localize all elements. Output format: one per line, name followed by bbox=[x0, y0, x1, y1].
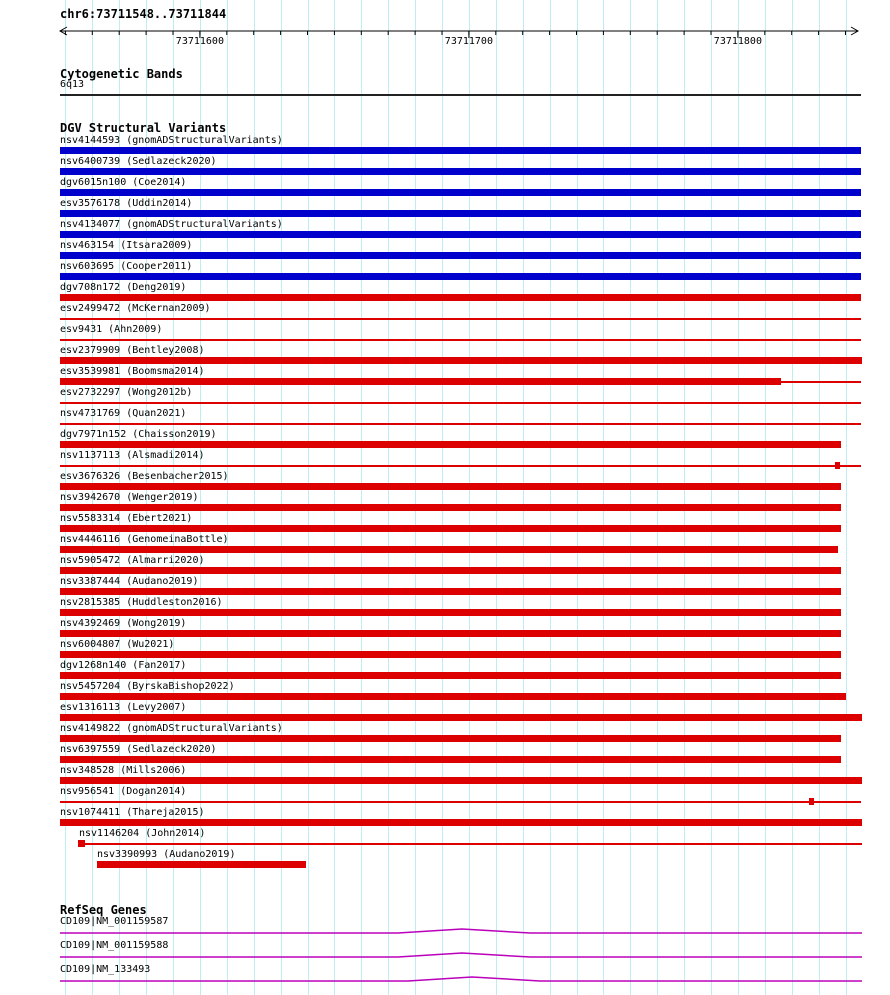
variant-row bbox=[0, 366, 890, 387]
variant-row bbox=[0, 429, 890, 450]
cytoband-bar[interactable] bbox=[60, 94, 861, 96]
variant-bar[interactable] bbox=[60, 672, 841, 679]
variant-row bbox=[0, 576, 890, 597]
variant-label[interactable]: dgv708n172 (Deng2019) bbox=[60, 282, 187, 293]
variant-label[interactable]: esv2499472 (McKernan2009) bbox=[60, 303, 211, 314]
variant-row bbox=[0, 450, 890, 471]
variant-label[interactable]: dgv1268n140 (Fan2017) bbox=[60, 660, 187, 671]
variant-label[interactable]: dgv6015n100 (Coe2014) bbox=[60, 177, 187, 188]
variant-bar[interactable] bbox=[60, 651, 841, 658]
variant-row bbox=[0, 702, 890, 723]
variant-row bbox=[0, 177, 890, 198]
variant-row bbox=[0, 282, 890, 303]
variant-row bbox=[0, 219, 890, 240]
variant-line[interactable] bbox=[60, 402, 861, 404]
variant-row bbox=[0, 681, 890, 702]
variant-bar[interactable] bbox=[60, 357, 862, 364]
gene-row bbox=[0, 940, 890, 964]
gene-line[interactable] bbox=[60, 951, 862, 961]
variant-row bbox=[0, 828, 890, 849]
variant-label[interactable]: nsv6004807 (Wu2021) bbox=[60, 639, 175, 650]
cytoband-label: 6q13 bbox=[60, 79, 85, 90]
variant-bar[interactable] bbox=[78, 840, 85, 847]
variant-bar[interactable] bbox=[60, 231, 861, 238]
variant-bar[interactable] bbox=[60, 483, 841, 490]
gene-label[interactable]: CD109|NM_133493 bbox=[60, 964, 151, 975]
variant-row bbox=[0, 786, 890, 807]
variant-label[interactable]: nsv4144593 (gnomADStructuralVariants) bbox=[60, 135, 283, 146]
variant-label[interactable]: nsv5583314 (Ebert2021) bbox=[60, 513, 193, 524]
variant-row bbox=[0, 849, 890, 870]
variant-line[interactable] bbox=[60, 318, 861, 320]
variant-bar[interactable] bbox=[60, 210, 861, 217]
gene-line[interactable] bbox=[60, 927, 862, 937]
variant-bar[interactable] bbox=[60, 567, 841, 574]
variant-label[interactable]: nsv4731769 (Quan2021) bbox=[60, 408, 187, 419]
variant-bar[interactable] bbox=[835, 462, 840, 469]
variant-row bbox=[0, 408, 890, 429]
variant-label[interactable]: nsv4149822 (gnomADStructuralVariants) bbox=[60, 723, 283, 734]
ruler-tick-label: 73711600 bbox=[175, 36, 224, 47]
variant-row bbox=[0, 660, 890, 681]
variant-row bbox=[0, 345, 890, 366]
variant-row bbox=[0, 807, 890, 828]
variant-bar[interactable] bbox=[60, 273, 861, 280]
variant-label[interactable]: nsv3942670 (Wenger2019) bbox=[60, 492, 199, 503]
variant-bar[interactable] bbox=[97, 861, 306, 868]
variant-label[interactable]: nsv4134077 (gnomADStructuralVariants) bbox=[60, 219, 283, 230]
ruler-tick-label: 73711700 bbox=[444, 36, 493, 47]
variant-row bbox=[0, 387, 890, 408]
variant-row bbox=[0, 765, 890, 786]
variant-row bbox=[0, 261, 890, 282]
variant-bar[interactable] bbox=[60, 378, 781, 385]
variant-row bbox=[0, 744, 890, 765]
variant-label[interactable]: nsv6397559 (Sedlazeck2020) bbox=[60, 744, 217, 755]
variant-label[interactable]: nsv956541 (Dogan2014) bbox=[60, 786, 187, 797]
variant-row bbox=[0, 303, 890, 324]
variant-row bbox=[0, 597, 890, 618]
variant-bar[interactable] bbox=[60, 777, 862, 784]
variant-bar[interactable] bbox=[60, 693, 846, 700]
variant-label[interactable]: nsv3387444 (Audano2019) bbox=[60, 576, 199, 587]
variant-line[interactable] bbox=[60, 339, 861, 341]
variant-label[interactable]: nsv4446116 (GenomeinaBottle) bbox=[60, 534, 229, 545]
variant-row bbox=[0, 639, 890, 660]
variant-bar[interactable] bbox=[60, 714, 862, 721]
variant-label[interactable]: esv1316113 (Levy2007) bbox=[60, 702, 187, 713]
gene-label[interactable]: CD109|NM_001159588 bbox=[60, 940, 169, 951]
variant-bar[interactable] bbox=[60, 609, 841, 616]
variant-line[interactable] bbox=[781, 381, 861, 383]
variant-bar[interactable] bbox=[809, 798, 814, 805]
variant-label[interactable]: nsv4392469 (Wong2019) bbox=[60, 618, 187, 629]
variant-label[interactable]: esv9431 (Ahn2009) bbox=[60, 324, 163, 335]
variant-row bbox=[0, 156, 890, 177]
variant-row bbox=[0, 723, 890, 744]
ruler-tick-label: 73711800 bbox=[713, 36, 762, 47]
variant-row bbox=[0, 534, 890, 555]
variant-label[interactable]: nsv3390993 (Audano2019) bbox=[97, 849, 236, 860]
variant-line[interactable] bbox=[60, 465, 861, 467]
variant-row bbox=[0, 513, 890, 534]
variant-label[interactable]: esv2379909 (Bentley2008) bbox=[60, 345, 205, 356]
variant-label[interactable]: nsv1137113 (Alsmadi2014) bbox=[60, 450, 205, 461]
variant-bar[interactable] bbox=[60, 525, 841, 532]
variant-label[interactable]: esv3676326 (Besenbacher2015) bbox=[60, 471, 229, 482]
variant-label[interactable]: nsv463154 (Itsara2009) bbox=[60, 240, 193, 251]
variant-row bbox=[0, 324, 890, 345]
variant-row bbox=[0, 618, 890, 639]
variant-bar[interactable] bbox=[60, 546, 838, 553]
variant-bar[interactable] bbox=[60, 630, 841, 637]
variant-bar[interactable] bbox=[60, 588, 841, 595]
variant-label[interactable]: esv3576178 (Uddin2014) bbox=[60, 198, 193, 209]
variant-bar[interactable] bbox=[60, 294, 861, 301]
gene-line[interactable] bbox=[60, 975, 862, 985]
variant-label[interactable]: nsv348528 (Mills2006) bbox=[60, 765, 187, 776]
region-label: chr6:73711548..73711844 bbox=[60, 7, 227, 21]
variant-label[interactable]: nsv1146204 (John2014) bbox=[79, 828, 206, 839]
variant-bar[interactable] bbox=[60, 168, 861, 175]
gene-row bbox=[0, 916, 890, 940]
variant-row bbox=[0, 240, 890, 261]
variant-bar[interactable] bbox=[60, 252, 861, 259]
variant-bar[interactable] bbox=[60, 441, 841, 448]
variant-bar[interactable] bbox=[60, 504, 841, 511]
variant-label[interactable]: esv2732297 (Wong2012b) bbox=[60, 387, 193, 398]
variant-label[interactable]: esv3539981 (Boomsma2014) bbox=[60, 366, 205, 377]
variant-line[interactable] bbox=[79, 843, 862, 845]
variant-label[interactable]: nsv5905472 (Almarri2020) bbox=[60, 555, 205, 566]
variant-row bbox=[0, 555, 890, 576]
variant-bar[interactable] bbox=[60, 756, 841, 763]
variant-label[interactable]: nsv603695 (Cooper2011) bbox=[60, 261, 193, 272]
genes-section-title: RefSeq Genes bbox=[60, 903, 147, 917]
variant-label[interactable]: dgv7971n152 (Chaisson2019) bbox=[60, 429, 217, 440]
variant-row bbox=[0, 135, 890, 156]
variant-row bbox=[0, 492, 890, 513]
variant-label[interactable]: nsv1074411 (Thareja2015) bbox=[60, 807, 205, 818]
variant-bar[interactable] bbox=[60, 819, 862, 826]
variants-section-title: DGV Structural Variants bbox=[60, 121, 227, 135]
variant-row bbox=[0, 471, 890, 492]
gene-label[interactable]: CD109|NM_001159587 bbox=[60, 916, 169, 927]
variant-label[interactable]: nsv2815385 (Huddleston2016) bbox=[60, 597, 223, 608]
cytobands-section-title: Cytogenetic Bands bbox=[60, 67, 183, 81]
variant-label[interactable]: nsv6400739 (Sedlazeck2020) bbox=[60, 156, 217, 167]
variant-bar[interactable] bbox=[60, 189, 861, 196]
gene-row bbox=[0, 964, 890, 988]
variant-line[interactable] bbox=[60, 801, 861, 803]
variant-row bbox=[0, 198, 890, 219]
variant-line[interactable] bbox=[60, 423, 861, 425]
variant-bar[interactable] bbox=[60, 735, 841, 742]
variant-bar[interactable] bbox=[60, 147, 861, 154]
variant-label[interactable]: nsv5457204 (ByrskaBishop2022) bbox=[60, 681, 235, 692]
